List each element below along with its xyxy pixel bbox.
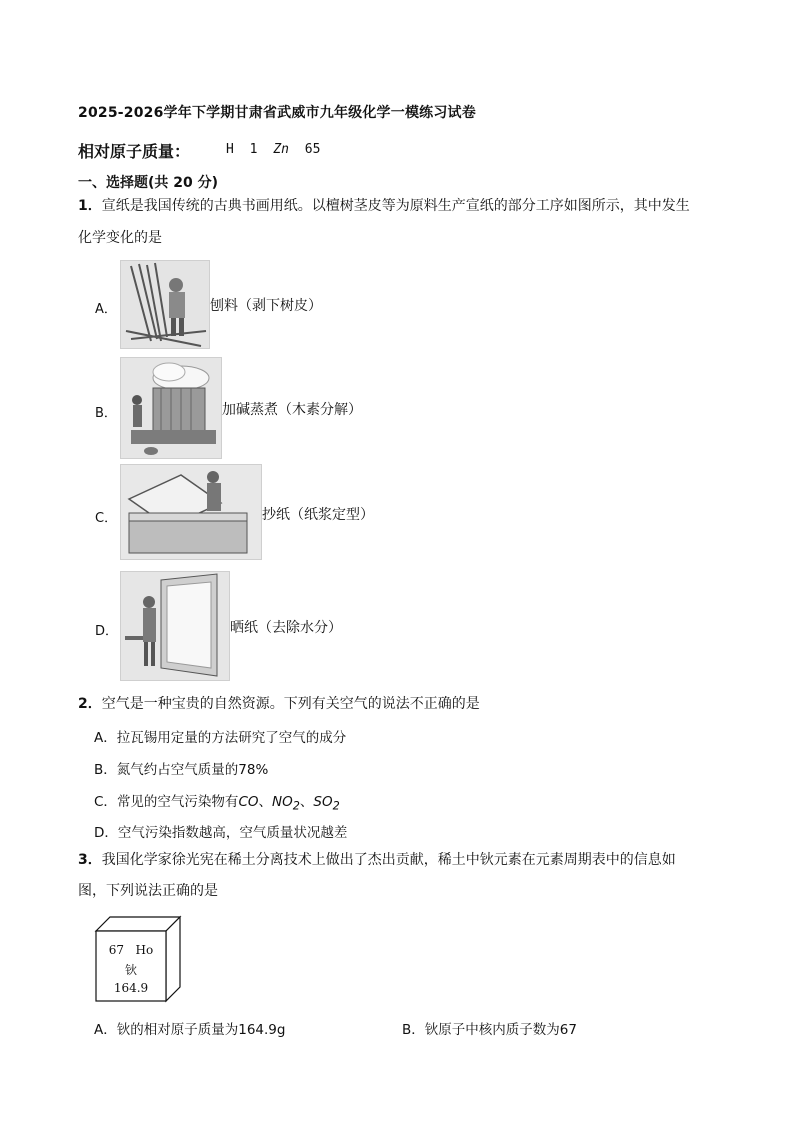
- zn-symbol: Zn: [273, 142, 289, 157]
- h-symbol: H: [226, 142, 234, 157]
- option-label: B．: [94, 762, 117, 778]
- formula-text: NO: [272, 794, 293, 810]
- q3-option-a: [94, 1018, 285, 1038]
- q2-option-b: [94, 758, 268, 778]
- question-text: 我国化学家徐光宪在稀土分离技术上做出了杰出贡献，稀土中钬元素在元素周期表中的信息如: [101, 852, 676, 868]
- question-number: 2．: [78, 696, 102, 712]
- option-text: 钬原子中核内质子数为67: [424, 1022, 577, 1038]
- atomic-mass: 164.9: [113, 981, 149, 995]
- question-3-line1: [78, 850, 676, 870]
- option-label: B．: [402, 1022, 425, 1038]
- drying-wall-illustration: [120, 571, 230, 681]
- atomic-mass-label: 相对原子质量：: [78, 142, 191, 161]
- formula-subscript: 2: [332, 799, 340, 813]
- option-text: 拉瓦锡用定量的方法研究了空气的成分: [116, 730, 347, 746]
- atomic-number: 67: [108, 943, 125, 957]
- question-3-line2: 图，下列说法正确的是: [78, 883, 218, 899]
- formula-text: SO: [313, 794, 333, 810]
- option-label: A．: [95, 302, 117, 317]
- question-1-line1: [78, 196, 690, 216]
- question-2: [78, 694, 480, 714]
- option-label: D．: [94, 825, 118, 841]
- question-number: 1．: [78, 198, 102, 214]
- formula-no2: [272, 794, 300, 813]
- formula-so2: [313, 794, 340, 813]
- q2-option-c: [94, 790, 340, 813]
- section-heading: 一、选择题(共 20 分): [78, 175, 219, 191]
- question-1-line2: 化学变化的是: [78, 230, 162, 246]
- h-value: 1: [249, 142, 258, 157]
- paper-scooping-illustration: [120, 464, 262, 560]
- element-symbol: Ho: [135, 943, 154, 957]
- option-text: 空气污染指数越高，空气质量状况越差: [117, 825, 348, 841]
- option-text: 钬的相对原子质量为164.9g: [116, 1022, 286, 1038]
- option-text: 刨料（剥下树皮）: [210, 298, 322, 314]
- element-name: 钬: [124, 963, 137, 977]
- element-card-holmium: [94, 915, 184, 1007]
- option-text: 抄纸（纸浆定型）: [262, 507, 374, 523]
- man-with-bark-strips-illustration: [120, 260, 210, 349]
- formula-subscript: 2: [292, 799, 300, 813]
- zn-value: 65: [304, 142, 321, 157]
- question-number: 3．: [78, 852, 102, 868]
- question-text: 宣纸是我国传统的古典书画用纸。以檀树茎皮等为原料生产宣纸的部分工序如图所示，其中发生: [101, 198, 690, 214]
- separator: 、: [258, 794, 272, 810]
- separator: 、: [299, 794, 314, 810]
- question-text: 空气是一种宝贵的自然资源。下列有关空气的说法不正确的是: [101, 696, 480, 712]
- steaming-vat-illustration: [120, 357, 222, 459]
- q2-option-a: [94, 726, 346, 746]
- atomic-mass-values: [226, 142, 320, 157]
- option-label: A．: [94, 1022, 117, 1038]
- q2-option-d: [94, 821, 347, 841]
- element-number-symbol: [94, 943, 168, 957]
- exam-title: 2025-2026学年下学期甘肃省武威市九年级化学一模练习试卷: [78, 105, 476, 121]
- option-label: D．: [95, 624, 119, 639]
- option-label: A．: [94, 730, 117, 746]
- formula-co: CO: [238, 794, 259, 810]
- option-text: 加碱蒸煮（木素分解）: [222, 402, 362, 418]
- option-label: C．: [95, 511, 118, 526]
- option-label: B．: [95, 406, 117, 421]
- option-text: 氮气约占空气质量的78%: [116, 762, 269, 778]
- option-text: 晒纸（去除水分）: [230, 620, 342, 636]
- option-text: 常见的空气污染物有: [116, 794, 239, 810]
- option-label: C．: [94, 794, 117, 810]
- q3-option-b: [402, 1018, 577, 1038]
